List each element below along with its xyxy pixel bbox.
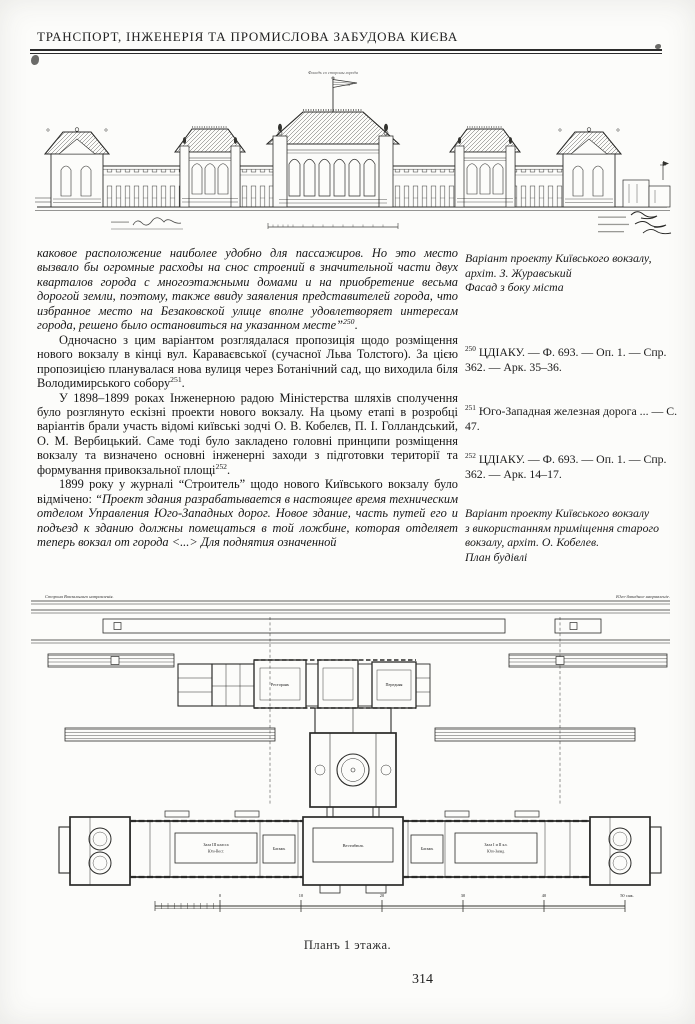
body-text — [37, 246, 458, 550]
plan-scale-bar — [155, 893, 634, 912]
flag — [332, 77, 357, 112]
caption-line: Фасад з боку міста — [465, 280, 564, 295]
facade-drawing — [35, 77, 671, 234]
annex-block — [178, 660, 430, 708]
paragraph-1899-quote — [37, 477, 458, 549]
caption-line: Варіант проекту Київського вокзалу, — [465, 251, 652, 265]
scale-tick-20: 20 — [379, 893, 385, 898]
footnote-252 — [465, 452, 678, 481]
paragraph-quote-continued — [37, 246, 458, 333]
paragraph-variant — [37, 333, 458, 391]
facade-central-pavilion — [267, 77, 399, 207]
scale-tick-0: 0 — [218, 893, 222, 898]
caption-line: Варіант проекту Київського вокзалу — [465, 506, 650, 520]
plan-drawing — [31, 601, 670, 912]
railway-tracks — [31, 601, 670, 643]
room-label-restaurant: Ресторанъ — [270, 682, 290, 687]
room-label-baggage-right: Багажъ — [420, 846, 434, 851]
scale-tick-50: 50 саж. — [620, 893, 634, 898]
caption-line: План будівлі — [465, 549, 528, 564]
footnote-text: Юго-Западная железная дорога ... — С. 47. — [465, 404, 678, 433]
scan-speck — [31, 55, 39, 65]
footnote-251 — [465, 404, 678, 433]
period: . — [354, 318, 358, 333]
scale-tick-10: 10 — [298, 893, 304, 898]
room-label-hall3-sub: Юго-Вост. — [207, 849, 225, 854]
footnote-ref-251: 251 — [170, 374, 182, 384]
caption-line: вокзалу, архіт. О. Кобелев. — [465, 535, 600, 550]
room-label-vestibule: Вестибюль — [342, 843, 364, 848]
period: . — [227, 462, 231, 477]
plan-label-right: Юго-Западное направленіе. — [616, 594, 670, 599]
caption-line: архіт. З. Журавський — [465, 265, 572, 280]
paragraph-1898-1899 — [37, 391, 458, 478]
figure-caption-facade — [465, 251, 678, 295]
figure-caption-plan — [465, 506, 678, 564]
running-head: ТРАНСПОРТ, ІНЖЕНЕРІЯ ТА ПРОМИСЛОВА ЗАБУДОВА КИЄВА — [37, 29, 459, 44]
footnote-number: 251 — [465, 403, 476, 413]
facade-right-annex — [623, 161, 670, 207]
facade-scale-bar — [268, 223, 398, 229]
plan-label-left: Сторона Вокзальнаго направленія. — [45, 594, 114, 599]
facade-top-caption: Фасадъ со стороны города — [308, 70, 358, 75]
facade-pavilion-right — [450, 127, 520, 207]
floor-plan-figure — [15, 590, 680, 922]
journal-quote: “Проект здания разрабатывается в настоящее время техническим отделом Управления Юго-Западных дорог. Новое здание, часть путей его и подъезд к зданию должны помещаться в той ложбине, которая отделяет теперь вокзал от города <...> Для поднятия означенной — [37, 491, 458, 550]
approval-signatures — [598, 212, 671, 234]
paragraph-text: Одночасно з цим варіантом розглядалася пропозиція щодо розміщення нового вокзалу в кінці вул. Караваєвської (сучасної Льва Толстого). За цією пропозицією планувалася нова вулиця через Ботанічний сад, що виходила біля Володимирського собору — [37, 332, 458, 391]
island-platform — [103, 619, 601, 633]
room-label-baggage-left: Багажъ — [272, 846, 286, 851]
room-label-hall12-sub: Юго-Запад. — [487, 849, 505, 854]
room-label-hall12: Зала I и II кл. — [484, 842, 508, 847]
footnote-ref-250: 250 — [342, 317, 355, 327]
footnote-text: ЦДІАКУ. — Ф. 693. — Оп. 1. — Спр. 362. — Арк. 35–36. — [465, 345, 667, 374]
facade-pavilion-left — [175, 127, 245, 207]
facade-end-pavilion-right — [557, 128, 621, 207]
paragraph-text: У 1898–1899 роках Інженерною радою Міністерства шляхів сполучення було розглянуто ескізні проекти нового вокзалу. На цьому етапі в розробці варіантів брали участь відомі київські зодчі О. В. Кобелєв, П. І. Голландський, О. М. Вербицький. Саме тоді було закладено головні принципи розміщення вокзалу та визначено основні інженерні заходи з підготовки території та формування привокзальної площі — [37, 390, 458, 477]
paragraph-lead: 1899 року у журналі “Строитель” щодо нового Київського вокзалу було відмічено: — [37, 477, 458, 506]
caption-line: з використанням приміщення старого — [465, 520, 659, 535]
room-label-perednyaya: Передняя — [385, 682, 403, 687]
scale-tick-40: 40 — [541, 893, 547, 898]
page-number: 314 — [412, 972, 433, 987]
footnote-number: 252 — [465, 451, 476, 461]
quote-text: каковое расположение наиболее удобно для пассажиров. Но это место вызвало бы огромные расходы на снос строений в значительной части двух кварталов города с многоэтажными домами и на приобретение весьма дорогой земли, поэтому, также ввиду заявления представителей города, что избранное место на Безаковской улице вполне удовлетворяет интересам города, решено было остановиться на указанном месте” — [37, 246, 458, 333]
main-building — [59, 811, 661, 893]
footnote-250 — [465, 345, 678, 374]
footnote-ref-252: 252 — [215, 461, 227, 471]
period: . — [181, 376, 185, 391]
scale-tick-30: 30 — [460, 893, 466, 898]
room-label-hall3: Зала III класса — [203, 842, 229, 847]
facade-end-pavilion-left — [45, 128, 109, 207]
facade-figure — [15, 66, 680, 242]
vestibule-tower — [310, 708, 396, 817]
head-rule — [30, 49, 662, 54]
plan-caption: Планъ 1 этажа. — [303, 938, 392, 952]
footnote-text: ЦДІАКУ. — Ф. 693. — Оп. 1. — Спр. 362. — Арк. 14–17. — [465, 452, 667, 481]
architect-signature-left — [111, 218, 183, 229]
footnote-number: 250 — [465, 344, 476, 354]
